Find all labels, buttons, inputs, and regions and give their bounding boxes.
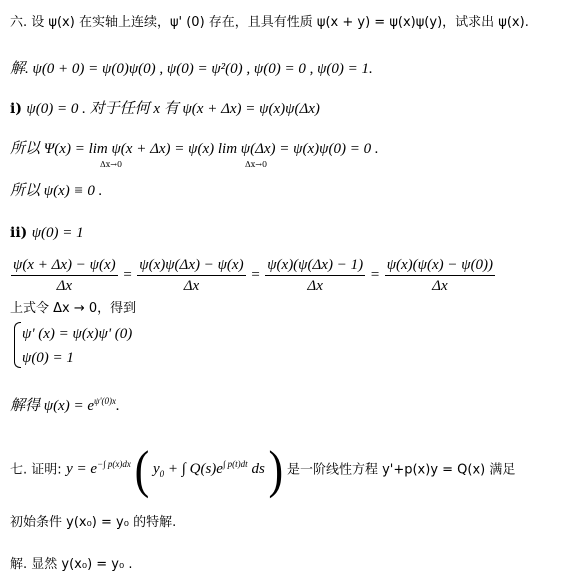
system-brace bbox=[14, 322, 21, 368]
lim-subscript-2: Δx→0 bbox=[245, 160, 268, 169]
difference-quotient-chain: $\frac{\psi(x + \Delta x) - \psi(x)}{\Delta x}$ = $\frac{\psi(x)\psi(\Delta x) - \psi(x)}{\Delta x}$ = $\frac{\psi(x)(\psi(\Delta x) - 1)}{\Delta x}$ = $\frac{\psi(x)(\psi(x) - \psi(0))}{\Delta x}$ bbox=[13, 257, 494, 294]
solution-line: 解. ψ(0 + 0) = ψ(0)ψ(0) , ψ(0) = ψ²(0) , ψ(0) = 0 , ψ(0) = 1. bbox=[10, 61, 373, 77]
case-2-line bbox=[10, 224, 84, 242]
case-1-limit: 所以 Ψ(x) = lim ψ(x + Δx) = ψ(x) lim ψ(Δx) = ψ(x)ψ(0) = 0 . bbox=[10, 141, 379, 157]
lim-subscript-1: Δx→0 bbox=[100, 160, 123, 169]
problem-7-label: 七. 证明: bbox=[10, 462, 62, 478]
limit-text: 上式令 Δx → 0，得到 bbox=[10, 301, 137, 316]
fraction-3: $\frac{\psi(x)(\psi(\Delta x) - 1)}{\Delta x}$ bbox=[267, 257, 364, 294]
problem-6-header: 六. 设 ψ(x) 在实轴上连续，ψ' (0) 存在，且具有性质 ψ(x + y) = ψ(x)ψ(y)，试求出 ψ(x). bbox=[10, 15, 529, 30]
left-paren: ( bbox=[134, 440, 150, 499]
case-2-label: ii) bbox=[10, 225, 28, 241]
case-1-line bbox=[10, 100, 320, 118]
case-1-result: 所以 ψ(x) ≡ 0 . bbox=[10, 183, 103, 199]
case-2-text: ψ(0) = 1 bbox=[31, 225, 84, 241]
fraction-1: $\frac{\psi(x + \Delta x) - \psi(x)}{\Delta x}$ bbox=[13, 257, 116, 294]
system-eq-1: ψ' (x) = ψ(x)ψ' (0) bbox=[22, 326, 133, 342]
case-1-label: i) bbox=[10, 101, 22, 117]
system-eq-2: ψ(0) = 1 bbox=[22, 350, 74, 366]
problem-7-solution: 解. 显然 y(x₀) = y₀ . bbox=[10, 557, 133, 572]
case-1-text: ψ(0) = 0 . 对于任何 x 有 ψ(x + Δx) = ψ(x)ψ(Δx) bbox=[26, 101, 320, 117]
fraction-2: $\frac{\psi(x)\psi(\Delta x) - \psi(x)}{\Delta x}$ bbox=[139, 257, 244, 294]
right-paren: ) bbox=[268, 440, 284, 499]
fraction-4: $\frac{\psi(x)(\psi(x) - \psi(0))}{\Delta x}$ bbox=[386, 257, 494, 294]
formula-y: $y = e^{-\int p(x)dx}$ ( $y_0$ + ∫ $Q(s)e^{\int p(t)dt}$ ds ) bbox=[66, 440, 284, 499]
initial-condition: 初始条件 y(x₀) = y₀ 的特解. bbox=[10, 515, 177, 530]
problem-7-suffix: 是一阶线性方程 y'+p(x)y = Q(x) 满足 bbox=[286, 462, 516, 478]
problem-7-header bbox=[10, 440, 516, 499]
solution-result: 解得 $\psi(x) = e^{\psi'(0)x}$. bbox=[10, 396, 120, 414]
